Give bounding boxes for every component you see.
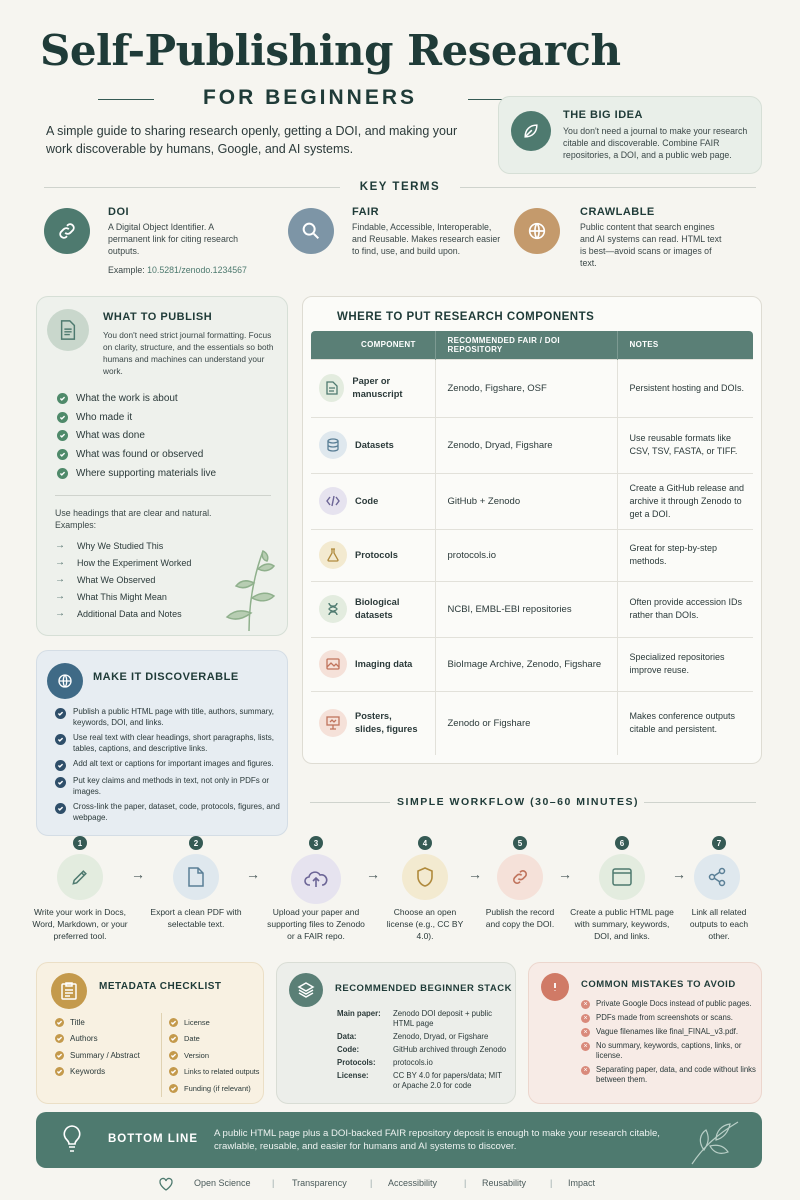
mistakes-title: COMMON MISTAKES TO AVOID: [581, 979, 736, 990]
metadata-field: Version: [184, 1050, 210, 1060]
notes-cell: Great for step-by-step methods.: [617, 529, 753, 581]
arrow-right-icon: →: [468, 866, 482, 882]
stack-row: [337, 1071, 513, 1091]
check-icon: [55, 760, 66, 771]
notes-cell: Persistent hosting and DOIs.: [617, 359, 753, 417]
shield-icon: [402, 854, 448, 900]
where-to-put-card: [302, 296, 762, 764]
mistakes-list: [581, 999, 757, 1085]
component-name: Code: [355, 495, 379, 506]
arrow-right-icon: →: [55, 557, 65, 568]
list-item: [169, 1080, 263, 1097]
stack-value: Zenodo, Dryad, or Figshare: [393, 1032, 489, 1041]
table-row: [311, 691, 753, 755]
mistake-text: Private Google Docs instead of public pages.: [596, 999, 752, 1008]
footer-separator: |: [272, 1178, 275, 1188]
repo-cell: Zenodo, Figshare, OSF: [435, 359, 617, 417]
repo-cell: BioImage Archive, Zenodo, Figshare: [435, 637, 617, 691]
check-icon: [57, 393, 68, 404]
repo-cell: Zenodo, Dryad, Figshare: [435, 417, 617, 473]
metadata-field: Title: [70, 1017, 85, 1027]
publish-checklist: [57, 389, 277, 482]
component-name: Datasets: [355, 439, 394, 450]
heading-example: How the Experiment Worked: [77, 557, 192, 568]
key-term-crawlable: [514, 206, 754, 276]
notes-cell: Create a GitHub release and archive it through Zenodo to get a DOI.: [617, 473, 753, 529]
database-icon: [319, 431, 347, 459]
mistake-text: Vague filenames like final_FINAL_v3.pdf.: [596, 1027, 739, 1036]
arrow-right-icon: →: [55, 591, 65, 602]
what-to-publish-text: You don't need strict journal formatting. Focus on clarity, structure, and the essentials so both humans and machines can understand your work.: [103, 330, 274, 376]
arrow-right-icon: →: [558, 866, 572, 882]
big-idea-card: [498, 96, 762, 174]
arrow-right-icon: →: [131, 866, 145, 882]
table-row: [311, 359, 753, 417]
footer-item: Impact: [568, 1178, 596, 1188]
list-item: [169, 1031, 263, 1048]
footer-separator: |: [464, 1178, 467, 1188]
list-item: [55, 1064, 155, 1081]
check-icon: [55, 1051, 64, 1060]
page-title: Self-Publishing Research: [40, 26, 621, 75]
big-idea-title: THE BIG IDEA: [563, 109, 643, 121]
list-item: [57, 426, 277, 445]
step-text: Write your work in Docs, Word, Markdown, or your preferred tool.: [32, 907, 128, 941]
flask-icon: [319, 541, 347, 569]
metadata-field: Authors: [70, 1034, 98, 1044]
pencil-icon: [57, 854, 103, 900]
footer-item: Open Science: [194, 1178, 251, 1188]
leaf-icon: [511, 111, 551, 151]
check-icon: [55, 1067, 64, 1076]
divider: [460, 187, 756, 188]
dna-icon: [319, 595, 347, 623]
step-number: 5: [513, 836, 527, 850]
link-icon: [497, 854, 543, 900]
key-terms-label: KEY TERMS: [359, 181, 441, 193]
discoverable-card: [36, 650, 288, 836]
arrow-right-icon: →: [366, 866, 380, 882]
heart-icon: [158, 1176, 174, 1192]
column-header: RECOMMENDED FAIR / DOI REPOSITORY: [435, 331, 617, 359]
check-icon: [55, 734, 66, 745]
stack-row: [337, 1009, 513, 1029]
metadata-col2: [169, 1014, 263, 1097]
mistake-text: No summary, keywords, captions, links, or license.: [596, 1041, 742, 1060]
list-item: [55, 707, 281, 728]
search-icon: [288, 208, 334, 254]
x-icon: ×: [581, 1028, 590, 1037]
what-to-publish-title: WHAT TO PUBLISH: [103, 311, 213, 323]
column-header: COMPONENT: [311, 331, 435, 359]
discoverable-list: [55, 707, 281, 823]
stack-value: protocols.io: [393, 1058, 433, 1067]
term-title: FAIR: [352, 206, 380, 218]
key-term-fair: [288, 206, 508, 276]
stack-value: GitHub archived through Zenodo: [393, 1045, 507, 1054]
check-icon: [169, 1084, 178, 1093]
footer-item: Reusability: [482, 1178, 527, 1188]
mistakes-card: [528, 962, 762, 1104]
repo-cell: protocols.io: [435, 529, 617, 581]
step-text: Export a clean PDF with selectable text.: [150, 907, 242, 929]
checklist-label: What was found or observed: [76, 448, 204, 460]
stack-row: [337, 1045, 513, 1055]
warning-icon: [541, 973, 569, 1001]
metadata-field: Date: [184, 1034, 200, 1044]
workflow-title: SIMPLE WORKFLOW (30–60 MINUTES): [397, 796, 639, 808]
headings-intro: Use headings that are clear and natural. Examples:: [55, 508, 212, 530]
step-number: 2: [189, 836, 203, 850]
divider: [161, 1013, 162, 1097]
check-icon: [169, 1067, 178, 1076]
divider: [310, 802, 390, 803]
discoverable-item: Put key claims and methods in text, not only in PDFs or images.: [73, 776, 270, 796]
big-idea-text: You don't need a journal to make your research citable and discoverable. Combine FAIR repositories, a DOI, and a public web page.: [563, 126, 748, 160]
list-item: [169, 1047, 263, 1064]
checklist-label: Where supporting materials live: [76, 467, 217, 479]
document-icon: [47, 309, 89, 351]
discoverable-item: Cross-link the paper, dataset, code, protocols, figures, and webpage.: [73, 802, 280, 822]
image-icon: [319, 650, 347, 678]
footer-item: Accessibility: [388, 1178, 438, 1188]
list-item: [55, 1031, 155, 1048]
stack-key: Data:: [337, 1032, 357, 1041]
step-text: Publish the record and copy the DOI.: [485, 907, 555, 929]
discoverable-item: Publish a public HTML page with title, authors, summary, keywords, DOI, and links.: [73, 707, 274, 727]
table-row: [311, 529, 753, 581]
list-item: [581, 1041, 757, 1061]
component-cell: [311, 529, 435, 581]
term-text: A Digital Object Identifier. A permanent link for citing research outputs.: [108, 222, 239, 256]
bottom-line-banner: [36, 1112, 762, 1168]
check-icon: [57, 430, 68, 441]
term-text: Findable, Accessible, Interoperable, and Reusable. Makes research easier to find, use, and build upon.: [352, 222, 501, 256]
list-item: [169, 1014, 263, 1031]
component-name: Posters, slides, figures: [355, 711, 418, 735]
stack-row: [337, 1032, 513, 1042]
discoverable-title: MAKE IT DISCOVERABLE: [93, 671, 239, 683]
example-label: Example:: [108, 265, 148, 275]
presentation-icon: [319, 709, 347, 737]
check-icon: [55, 1034, 64, 1043]
component-name: Biological datasets: [355, 597, 400, 620]
repo-cell: GitHub + Zenodo: [435, 473, 617, 529]
metadata-field: Keywords: [70, 1067, 106, 1077]
discoverable-item: Add alt text or captions for important images and figures.: [73, 759, 274, 768]
x-icon: ×: [581, 1066, 590, 1075]
document-icon: [173, 854, 219, 900]
metadata-field: License: [184, 1017, 210, 1027]
stack-row: [337, 1058, 513, 1068]
component-cell: [311, 637, 435, 691]
link-icon: [44, 208, 90, 254]
stack-card: [276, 962, 516, 1104]
stack-value: CC BY 4.0 for papers/data; MIT or Apache 2.0 for code: [393, 1071, 502, 1090]
arrow-right-icon: →: [55, 574, 65, 585]
bottom-line-text: A public HTML page plus a DOI-backed FAIR repository deposit is enough to make your research citable, crawlable, reusable, and easier for humans and AI systems to discover.: [214, 1128, 660, 1152]
key-term-doi: [44, 206, 274, 276]
list-item: [581, 1013, 757, 1023]
workflow-steps: [0, 836, 800, 946]
plant-illustration: [221, 543, 281, 633]
list-item: [581, 999, 757, 1009]
arrow-right-icon: →: [55, 540, 65, 551]
footer-separator: |: [550, 1178, 553, 1188]
leaf-decoration: [682, 1116, 742, 1166]
term-example: [108, 264, 308, 277]
stack-key: Protocols:: [337, 1058, 376, 1067]
cloud-upload-icon: [291, 854, 341, 904]
x-icon: ×: [581, 1000, 590, 1009]
divider: [55, 495, 271, 496]
where-to-put-title: WHERE TO PUT RESEARCH COMPONENTS: [337, 311, 595, 323]
check-icon: [57, 449, 68, 460]
divider: [644, 802, 756, 803]
components-table: [311, 331, 753, 755]
document-icon: [319, 374, 344, 402]
checklist-label: What was done: [76, 430, 145, 442]
step-text: Link all related outputs to each other.: [689, 907, 749, 941]
step-number: 3: [309, 836, 323, 850]
stack-key: Main paper:: [337, 1009, 381, 1018]
clipboard-icon: [51, 973, 87, 1009]
layers-icon: [289, 973, 323, 1007]
check-icon: [55, 777, 66, 788]
checklist-label: Who made it: [76, 411, 133, 423]
notes-cell: Use reusable formats like CSV, TSV, FASTA, or TIFF.: [617, 417, 753, 473]
footer-separator: |: [370, 1178, 373, 1188]
check-icon: [55, 1018, 64, 1027]
table-row: [311, 637, 753, 691]
what-to-publish-card: [36, 296, 288, 636]
stack-value: Zenodo DOI deposit + public HTML page: [393, 1009, 493, 1028]
list-item: [55, 776, 281, 797]
step-number: 4: [418, 836, 432, 850]
globe-icon: [514, 208, 560, 254]
stack-list: [337, 1009, 513, 1091]
list-item: [57, 408, 277, 427]
metadata-field: Links to related outputs: [184, 1067, 260, 1077]
arrow-right-icon: →: [246, 866, 260, 882]
heading-example: Why We Studied This: [77, 540, 164, 551]
divider: [44, 187, 340, 188]
heading-example: Additional Data and Notes: [77, 608, 182, 619]
step-number: 6: [615, 836, 629, 850]
component-name: Protocols: [355, 549, 398, 560]
component-cell: [311, 581, 435, 637]
term-title: CRAWLABLE: [580, 206, 655, 218]
stack-title: RECOMMENDED BEGINNER STACK: [335, 983, 512, 994]
heading-example: What This Might Mean: [77, 591, 167, 602]
table-row: [311, 581, 753, 637]
mistake-text: PDFs made from screenshots or scans.: [596, 1013, 733, 1022]
step-text: Upload your paper and supporting files to Zenodo or a FAIR repo.: [267, 907, 365, 941]
table-header-row: [311, 331, 753, 359]
metadata-field: Summary / Abstract: [70, 1050, 140, 1060]
check-icon: [169, 1018, 178, 1027]
metadata-title: METADATA CHECKLIST: [99, 981, 222, 992]
arrow-right-icon: →: [672, 866, 686, 882]
list-item: [55, 802, 281, 823]
check-icon: [55, 803, 66, 814]
column-header: NOTES: [617, 331, 753, 359]
step-number: 7: [712, 836, 726, 850]
check-icon: [169, 1034, 178, 1043]
metadata-card: [36, 962, 264, 1104]
share-icon: [694, 854, 740, 900]
metadata-field: Funding (if relevant): [184, 1083, 251, 1093]
list-item: [581, 1065, 757, 1085]
list-item: [55, 1047, 155, 1064]
arrow-right-icon: →: [55, 608, 65, 619]
list-item: [581, 1027, 757, 1037]
example-doi: 10.5281/zenodo.1234567: [147, 265, 247, 275]
term-text: Public content that search engines and AI systems can read. HTML text is best—avoid scans or images of text.: [580, 222, 722, 268]
bottom-line-title: BOTTOM LINE: [108, 1133, 199, 1145]
check-icon: [57, 468, 68, 479]
component-cell: [311, 359, 435, 417]
globe-icon: [47, 663, 83, 699]
intro-text: A simple guide to sharing research openly, getting a DOI, and making your work discoverable by humans, Google, and AI systems.: [46, 124, 458, 156]
page-subtitle: FOR BEGINNERS: [202, 86, 417, 109]
list-item: [169, 1064, 263, 1081]
code-icon: [319, 487, 347, 515]
list-item: [55, 733, 281, 754]
stack-key: License:: [337, 1071, 369, 1080]
step-text: Choose an open license (e.g., CC BY 4.0).: [386, 907, 464, 941]
component-name: Imaging data: [355, 658, 413, 669]
check-icon: [55, 708, 66, 719]
component-cell: [311, 473, 435, 529]
heading-example: What We Observed: [77, 574, 156, 585]
component-name: Paper or manuscript: [352, 376, 403, 399]
footer-item: Transparency: [292, 1178, 347, 1188]
table-row: [311, 417, 753, 473]
list-item: [57, 389, 277, 408]
term-title: DOI: [108, 206, 130, 218]
metadata-col1: [55, 1014, 155, 1080]
list-item: [57, 445, 277, 464]
component-cell: [311, 417, 435, 473]
list-item: [55, 1014, 155, 1031]
check-icon: [169, 1051, 178, 1060]
browser-icon: [599, 854, 645, 900]
x-icon: ×: [581, 1014, 590, 1023]
check-icon: [57, 412, 68, 423]
notes-cell: Specialized repositories improve reuse.: [617, 637, 753, 691]
notes-cell: Often provide accession IDs rather than DOIs.: [617, 581, 753, 637]
component-cell: [311, 691, 435, 755]
list-item: [55, 759, 281, 771]
lightbulb-icon: [60, 1124, 84, 1159]
step-number: 1: [73, 836, 87, 850]
table-row: [311, 473, 753, 529]
subtitle-rule-left: [98, 99, 154, 100]
discoverable-item: Use real text with clear headings, short paragraphs, lists, tables, captions, and descriptive links.: [73, 733, 274, 753]
mistake-text: Separating paper, data, and code without links between them.: [596, 1065, 756, 1084]
stack-key: Code:: [337, 1045, 360, 1054]
notes-cell: Makes conference outputs citable and persistent.: [617, 691, 753, 755]
x-icon: ×: [581, 1042, 590, 1051]
step-text: Create a public HTML page with summary, keywords, DOI, and links.: [570, 907, 674, 941]
repo-cell: NCBI, EMBL-EBI repositories: [435, 581, 617, 637]
checklist-label: What the work is about: [76, 392, 178, 404]
list-item: [57, 464, 277, 483]
repo-cell: Zenodo or Figshare: [435, 691, 617, 755]
